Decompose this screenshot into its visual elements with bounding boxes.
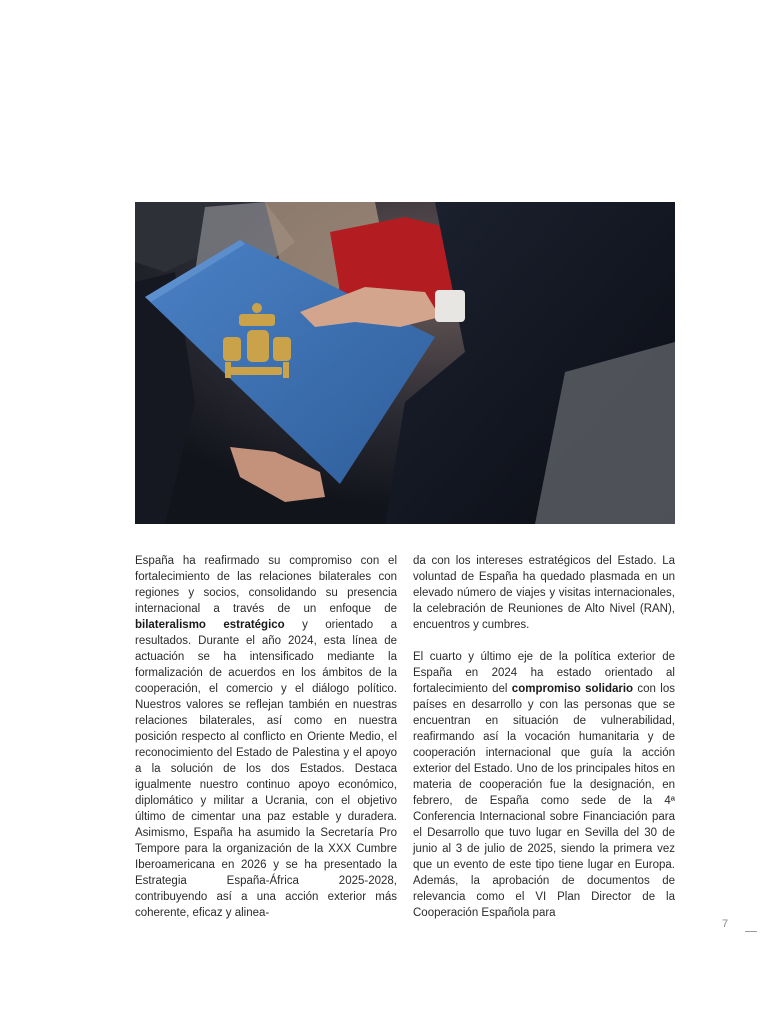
paragraph: da con los intereses estratégicos del Estado. La voluntad de España ha quedado plasmada en un elevado número de viajes y visitas internacionales, la celebración de Reuniones de Alto Nivel (RAN), encuentros y cumbres. [413, 555, 675, 631]
hero-photo [135, 202, 675, 524]
paragraph: España ha reafirmado su compromiso con el fortalecimiento de las relaciones bilaterales con regiones y socios, consolidando su presencia internacional a través de un enfoque de bilateralismo estratégico y orientado a resultados. Durante el año 2024, esta línea de actuación se ha intensificado mediante la formalización de acuerdos en los ámbitos de la cooperación, el comercio y el diálogo político. Nuestros valores se reflejan también en nuestras relaciones bilaterales, así como en nuestra posición respecto al conflicto en Oriente Medio, el reconocimiento del Estado de Palestina y el apoyo a la solución de los dos Estados. Destaca igualmente nuestro continuo apoyo económico, diplomático y militar a Ucrania, con el objetivo último de cimentar una paz estable y duradera. Asimismo, España ha asumido la Secretaría Pro Tempore para la organización de la XXX Cumbre Iberoamericana en 2026 y se ha presentado la Estrategia España-África 2025-2028, contribuyendo así a una acción exterior más coherente, eficaz y alinea- [135, 555, 397, 919]
paragraph: El cuarto y último eje de la política exterior de España en 2024 ha estado orientado al fortalecimiento del compromiso solidario con los países en desarrollo y con las personas que se encuentran en situación de vulnerabilidad, reafirmando así la vocación humanitaria y de cooperación internacional que guía la acción exterior del Estado. Uno de los principales hitos en materia de cooperación fue la designación, en febrero, de España como sede de la 4ª Conferencia Internacional sobre Financiación para el Desarrollo que tuvo lugar en Sevilla del 30 de junio al 3 de julio de 2025, siendo la primera vez que un evento de este tipo tiene lugar en Europa. Además, la aprobación de documentos de relevancia como el VI Plan Director de la Cooperación Española para [413, 651, 675, 919]
page-number: 7 [722, 918, 729, 930]
folder-photo-illustration [135, 202, 675, 524]
page-number-rule [745, 931, 757, 932]
text-column-left [135, 553, 397, 937]
text-column-right [413, 553, 675, 937]
emphasis: compromiso solidario [511, 683, 634, 695]
emphasis: bilateralismo estratégico [135, 619, 285, 631]
